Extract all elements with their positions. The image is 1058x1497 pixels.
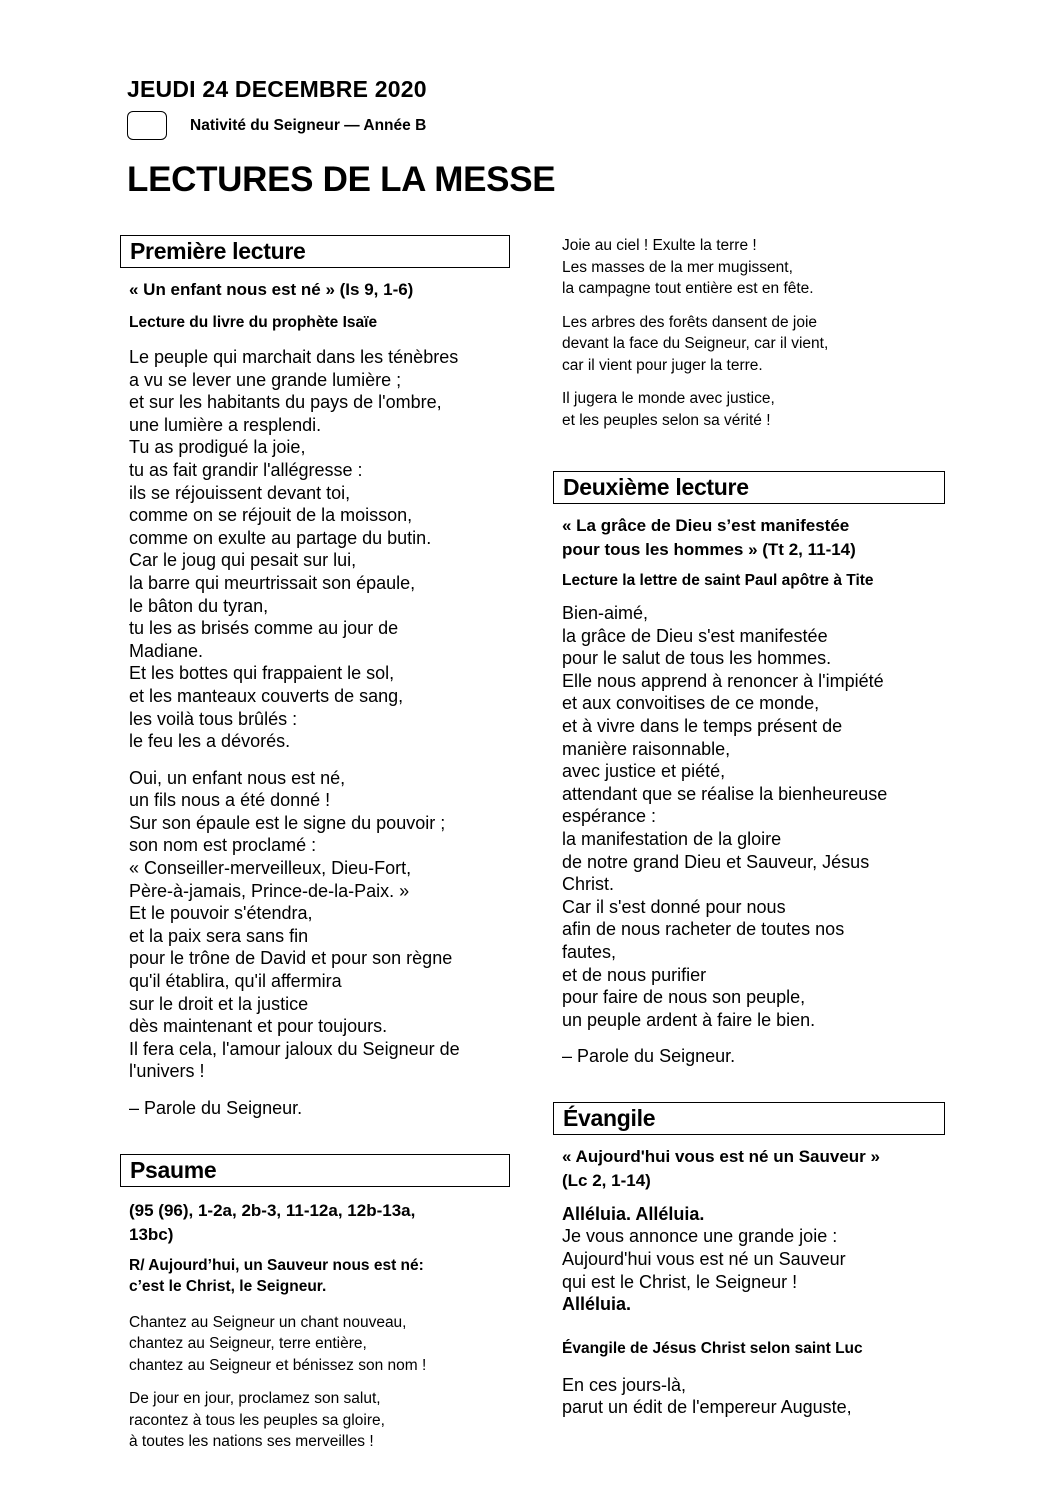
psalm-stanza: De jour en jour, proclamez son salut, racontez à tous les peuples sa gloire, à toutes les nations ses merveilles ! <box>129 1390 385 1451</box>
first-reading-closing: – Parole du Seigneur. <box>129 1098 303 1118</box>
second-reading-heading: Deuxième lecture <box>553 471 945 504</box>
first-reading-section <box>120 235 510 1120</box>
liturgical-color-box <box>127 111 167 140</box>
psalm-stanza: Chantez au Seigneur un chant nouveau, chantez au Seigneur, terre entière, chantez au Seigneur et bénissez son nom ! <box>129 1313 427 1374</box>
gospel-text: En ces jours-là, parut un édit de l'empereur Auguste, <box>562 1374 852 1418</box>
feast-subtitle: Nativité du Seigneur — Année B <box>190 117 427 134</box>
second-reading-reference: « La grâce de Dieu s’est manifestée pour tous les hommes » (Tt 2, 11-14) <box>562 516 856 559</box>
gospel-section <box>553 1102 945 1419</box>
gospel-intro: Évangile de Jésus Christ selon saint Luc <box>562 1339 863 1357</box>
first-reading-reference: « Un enfant nous est né » (Is 9, 1-6) <box>129 280 414 299</box>
gospel-alleluia: Alléluia. Alléluia. <box>562 1203 705 1224</box>
page-title: LECTURES DE LA MESSE <box>127 160 556 199</box>
psalm-heading: Psaume <box>120 1154 510 1187</box>
gospel-acclamation: Je vous annonce une grande joie : Aujourd'hui vous est né un Sauveur qui est le Christ, le Seigneur ! <box>562 1226 846 1292</box>
psalm-reference: (95 (96), 1-2a, 2b-3, 11-12a, 12b-13a, 13bc) <box>129 1200 416 1244</box>
first-reading-heading: Première lecture <box>120 235 510 268</box>
psalm-refrain: R/ Aujourd’hui, un Sauveur nous est né: c’est le Christ, le Seigneur. <box>129 1256 424 1296</box>
psalm-section <box>120 1154 510 1453</box>
first-reading-paragraph: Oui, un enfant nous est né, un fils nous a été donné ! Sur son épaule est le signe du pouvoir ; son nom est proclamé : « Conseiller-merveilleux, Dieu-Fort, Père-à-jamais, Prince-de-la-Paix. » Et le pouvoir s'étendra, et la paix sera sans fin pour le trône de David et pour son règne qu'il établira, qu'il affermira sur le droit et la justice dès maintenant et pour toujours. Il fera cela, l'amour jaloux du Seigneur de l'univers ! <box>129 767 460 1082</box>
second-reading-section <box>553 471 945 1068</box>
second-reading-closing: – Parole du Seigneur. <box>562 1046 736 1067</box>
second-reading-intro: Lecture la lettre de saint Paul apôtre à Tite <box>562 572 874 589</box>
first-reading-paragraph: Le peuple qui marchait dans les ténèbres a vu se lever une grande lumière ; et sur les habitants du pays de l'ombre, une lumière a resplendi. Tu as prodigué la joie, tu as fait grandir l'allégresse : ils se réjouissent devant toi, comme on se réjouit de la moisson, comme on exulte au partage du butin. Car le joug qui pesait sur lui, la barre qui meurtrissait son épaule, le bâton du tyran, tu les as brisés comme au jour de Madiane. Et les bottes qui frappaient le sol, et les manteaux couverts de sang, les voilà tous brûlés : le feu les a dévorés. <box>129 347 459 752</box>
left-column <box>120 235 510 1453</box>
date-heading: JEUDI 24 DECEMBRE 2020 <box>127 76 427 102</box>
psalm-stanza: Les arbres des forêts dansent de joie devant la face du Seigneur, car il vient, car il vient pour juger la terre. <box>562 313 829 374</box>
psalm-stanza: Il jugera le monde avec justice, et les peuples selon sa vérité ! <box>562 390 775 429</box>
psalm-stanza: Joie au ciel ! Exulte la terre ! Les masses de la mer mugissent, la campagne tout entière est en fête. <box>562 237 814 297</box>
right-column <box>553 235 945 1419</box>
gospel-heading: Évangile <box>553 1102 945 1135</box>
gospel-reference: « Aujourd'hui vous est né un Sauveur » (Lc 2, 1-14) <box>562 1146 880 1190</box>
gospel-alleluia-end: Alléluia. <box>562 1294 632 1315</box>
second-reading-text: Bien-aimé, la grâce de Dieu s'est manifestée pour le salut de tous les hommes. Elle nous apprend à renoncer à l'impiété et aux convoitises de ce monde, et à vivre dans le temps présent de manière raisonnable, avec justice et piété, attendant que se réalise la bienheureuse espérance : la manifestation de la gloire de notre grand Dieu et Sauveur, Jésus Christ. Car il s'est donné pour nous afin de nous racheter de toutes nos fautes, et de nous purifier pour faire de nous son peuple, un peuple ardent à faire le bien. <box>562 603 888 1030</box>
first-reading-intro: Lecture du livre du prophète Isaïe <box>129 314 378 331</box>
